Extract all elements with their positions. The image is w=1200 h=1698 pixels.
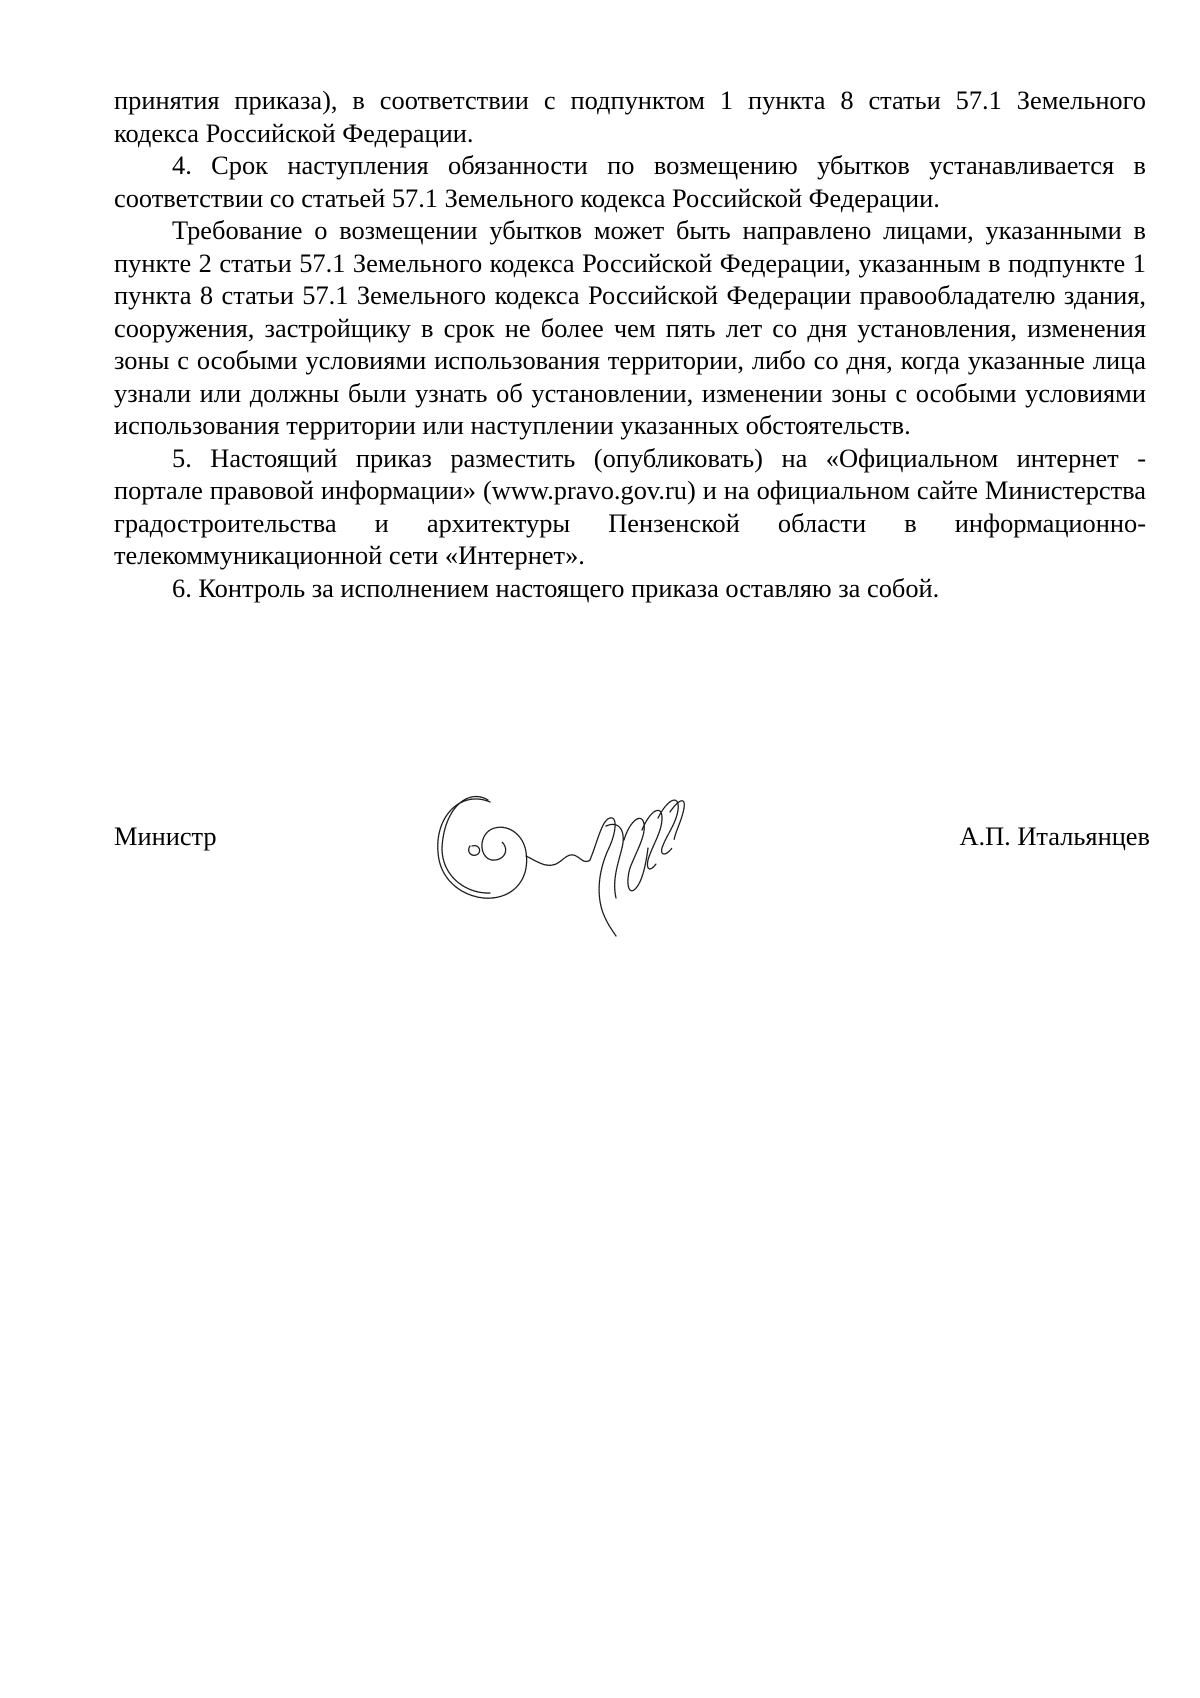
paragraph-requirement: Требование о возмещении убытков может быть направлено лицами, указанными в пункте 2 статьи 57.1 Земельного кодекса Российской Федерации, указанным в подпункте 1 пункта 8 статьи 57.1 Земельного кодекса Российской Федерации правообладателю здания, сооружения, застройщику в срок не более чем пять лет со дня установления, изменения зоны с особыми условиями использования территории, либо со дня, когда указанные лица узнали или должны были узнать об установлении, изменении зоны с особыми условиями использования территории или наступлении указанных обстоятельств.	[114, 215, 1146, 440]
signature-stroke	[469, 846, 480, 856]
signature-stroke	[624, 818, 648, 890]
signature-stroke	[590, 818, 616, 936]
paragraph-item-6: 6. Контроль за исполнением настоящего приказа оставляю за собой.	[172, 572, 940, 603]
handwritten-signature	[430, 760, 700, 940]
signature-stroke	[642, 810, 662, 869]
signature-stroke	[606, 824, 623, 898]
signatory-name: А.П. Итальянцев	[959, 821, 1150, 851]
signatory-title: Министр	[114, 821, 217, 851]
signature-stroke	[670, 801, 684, 840]
paragraph-continuation: принятия приказа), в соответствии с подпунктом 1 пункта 8 статьи 57.1 Земельного кодекса Российской Федерации.	[114, 85, 1146, 148]
paragraph-item-5: 5. Настоящий приказ разместить (опубликовать) на «Официальном интернет - портале правовой информации» (www.pravo.gov.ru) и на официальном сайте Министерства градостроительства и архитектуры Пензенской области в информационно-телекоммуникационной сети «Интернет».	[114, 442, 1146, 570]
signature-stroke	[526, 855, 590, 865]
document-body	[114, 84, 1146, 604]
paragraph-item-4: 4. Срок наступления обязанности по возмещению убытков устанавливается в соответствии со статьей 57.1 Земельного кодекса Российской Федерации.	[114, 150, 1146, 213]
